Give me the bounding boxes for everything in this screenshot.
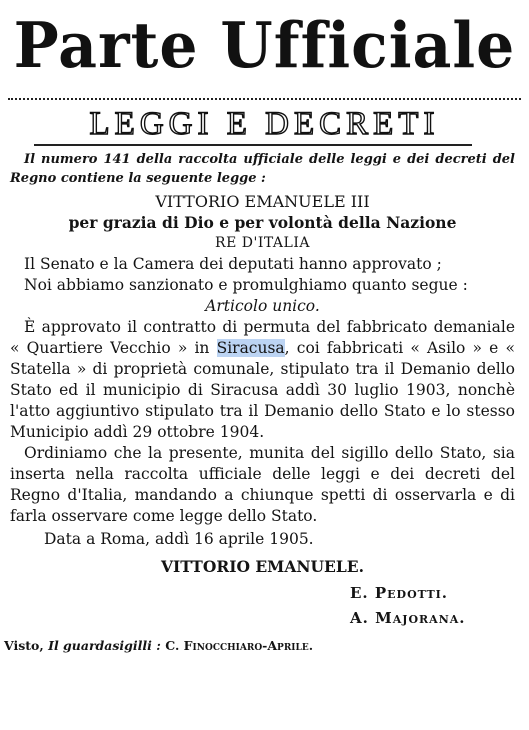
cosigner-surname: Majorana. <box>375 609 466 627</box>
date-line: Data a Roma, addì 16 aprile 1905. <box>44 530 314 548</box>
cosigner-surname: Pedotti. <box>374 584 449 602</box>
dotted-divider <box>8 98 521 100</box>
article-text-end: , coi fabbricati « Asilo » e « Statella » di proprietà comunale, stipulato tra il Demanio dello Stato ed il municipio di Siracusa addì 30 luglio 1903, nonchè l'atto aggiuntivo stipulato tra il Demanio dello Stato e lo stesso Municipio addì 29 ottobre 1904. <box>10 339 516 441</box>
visto-line <box>4 635 515 656</box>
cosigner-majorana <box>10 608 515 629</box>
cosigner-pedotti <box>10 583 515 604</box>
cosigner-initial: E. <box>350 584 369 602</box>
article-text-start: È approvato il contratto di permuta del fabbricato demaniale « Quartiere Vecchio » in <box>10 318 515 357</box>
preamble-line-2: Noi abbiamo sanzionato e promulghiamo quanto segue : <box>24 276 468 294</box>
king-title: RE D'ITALIA <box>215 235 310 251</box>
cosigner-initial: A. <box>350 609 369 627</box>
guardasigilli-role: Il guardasigilli : <box>48 638 161 653</box>
guardasigilli-name: C. Finocchiaro-Aprile. <box>165 638 314 653</box>
order-paragraph: Ordiniamo che la presente, munita del sigillo dello Stato, sia inserta nella raccolta ufficiale delle leggi e dei decreti del Regno d'Italia, mandando a chiunque spetti di osservarla e di farla osservare come legge dello Stato. <box>10 444 515 525</box>
highlighted-word[interactable]: Siracusa <box>216 339 285 357</box>
king-grace: per grazia di Dio e per volontà della Nazione <box>68 213 457 232</box>
masthead-title: Parte Ufficiale <box>13 9 516 83</box>
king-signature: VITTORIO EMANUELE. <box>161 557 364 576</box>
article-text <box>10 317 515 443</box>
intro-text: Il numero 141 della raccolta ufficiale delle leggi e dei decreti del Regno contiene la seguente legge : <box>10 152 515 186</box>
law-document <box>4 150 516 656</box>
section-underline <box>34 144 472 146</box>
section-title: LEGGI E DECRETI <box>89 106 440 142</box>
article-heading: Articolo unico. <box>205 297 320 315</box>
king-name: VITTORIO EMANUELE III <box>155 192 370 211</box>
visto-label: Visto, <box>4 638 44 653</box>
preamble-line-1: Il Senato e la Camera dei deputati hanno approvato ; <box>24 255 442 273</box>
